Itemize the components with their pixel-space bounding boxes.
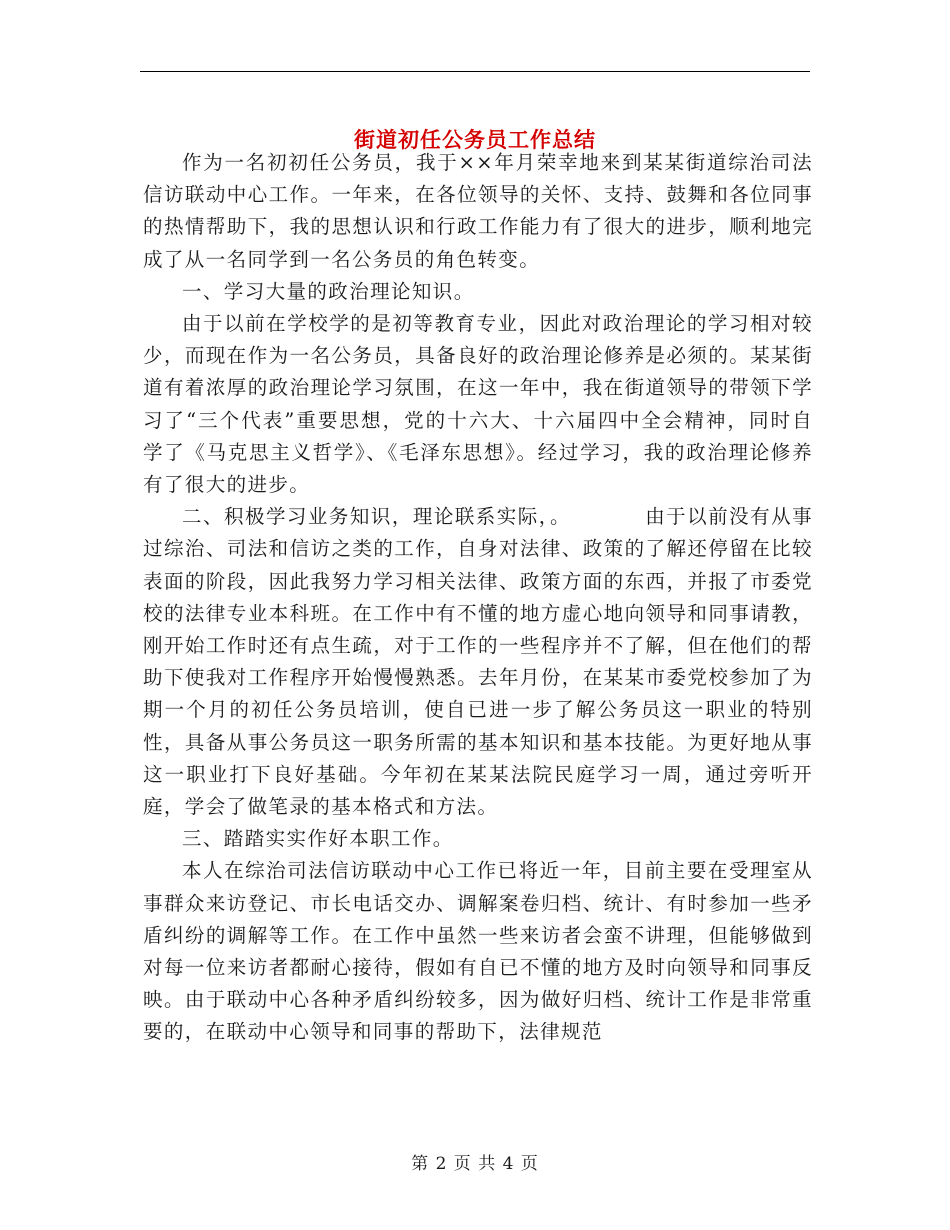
header-rule [140,71,810,72]
section-heading-1: 一、学习大量的政治理论知识。 [182,279,475,303]
document-title: 街道初任公务员工作总结 [354,127,596,153]
document-body [143,147,813,1049]
page-number-footer: 第 2 页 共 4 页 [411,1154,539,1174]
paragraph-section-1: 由于以前在学校学的是初等教育专业，因此对政治理论的学习相对较少，而现在作为一名公务员，具备良好的政治理论修养是必须的。某某街道有着浓厚的政治理论学习氛围，在这一年中，我在街道领导的带领下学习了“三个代表”重要思想，党的十六大、十六届四中全会精神，同时自学了《马克思主义哲学》、《毛泽东思想》。经过学习，我的政治理论修养有了很大的进步。 [143,312,813,497]
paragraph-section-3: 本人在综治司法信访联动中心工作已将近一年，目前主要在受理室从事群众来访登记、市长电话交办、调解案卷归档、统计、有时参加一些矛盾纠纷的调解等工作。在工作中虽然一些来访者会蛮不讲理，但能够做到对每一位来访者都耐心接待，假如有自已不懂的地方及时向领导和同事反映。由于联动中心各种矛盾纠纷较多，因为做好归档、统计工作是非常重要的，在联动中心领导和同事的帮助下，法律规范 [143,859,813,1044]
paragraph-section-2: 二、积极学习业务知识，理论联系实际，。 由于以前没有从事过综治、司法和信访之类的工作，自身对法律、政策的了解还停留在比较表面的阶段，因此我努力学习相关法律、政策方面的东西，并报了市委党校的法律专业本科班。在工作中有不懂的地方虚心地向领导和同事请教，刚开始工作时还有点生疏，对于工作的一些程序并不了解，但在他们的帮助下使我对工作程序开始慢慢熟悉。去年月份，在某某市委党校参加了为期一个月的初任公务员培训，使自已进一步了解公务员这一职业的特别性，具备从事公务员这一职务所需的基本知识和基本技能。为更好地从事这一职业打下良好基础。今年初在某某法院民庭学习一周，通过旁听开庭，学会了做笔录的基本格式和方法。 [143,505,813,819]
paragraph-intro: 作为一名初初任公务员，我于××年月荣幸地来到某某街道综治司法信访联动中心工作。一年来，在各位领导的关怀、支持、鼓舞和各位同事的热情帮助下，我的思想认识和行政工作能力有了很大的进步，顺利地完成了从一名同学到一名公务员的角色转变。 [143,151,813,271]
section-heading-3: 三、踏踏实实作好本职工作。 [182,827,454,851]
